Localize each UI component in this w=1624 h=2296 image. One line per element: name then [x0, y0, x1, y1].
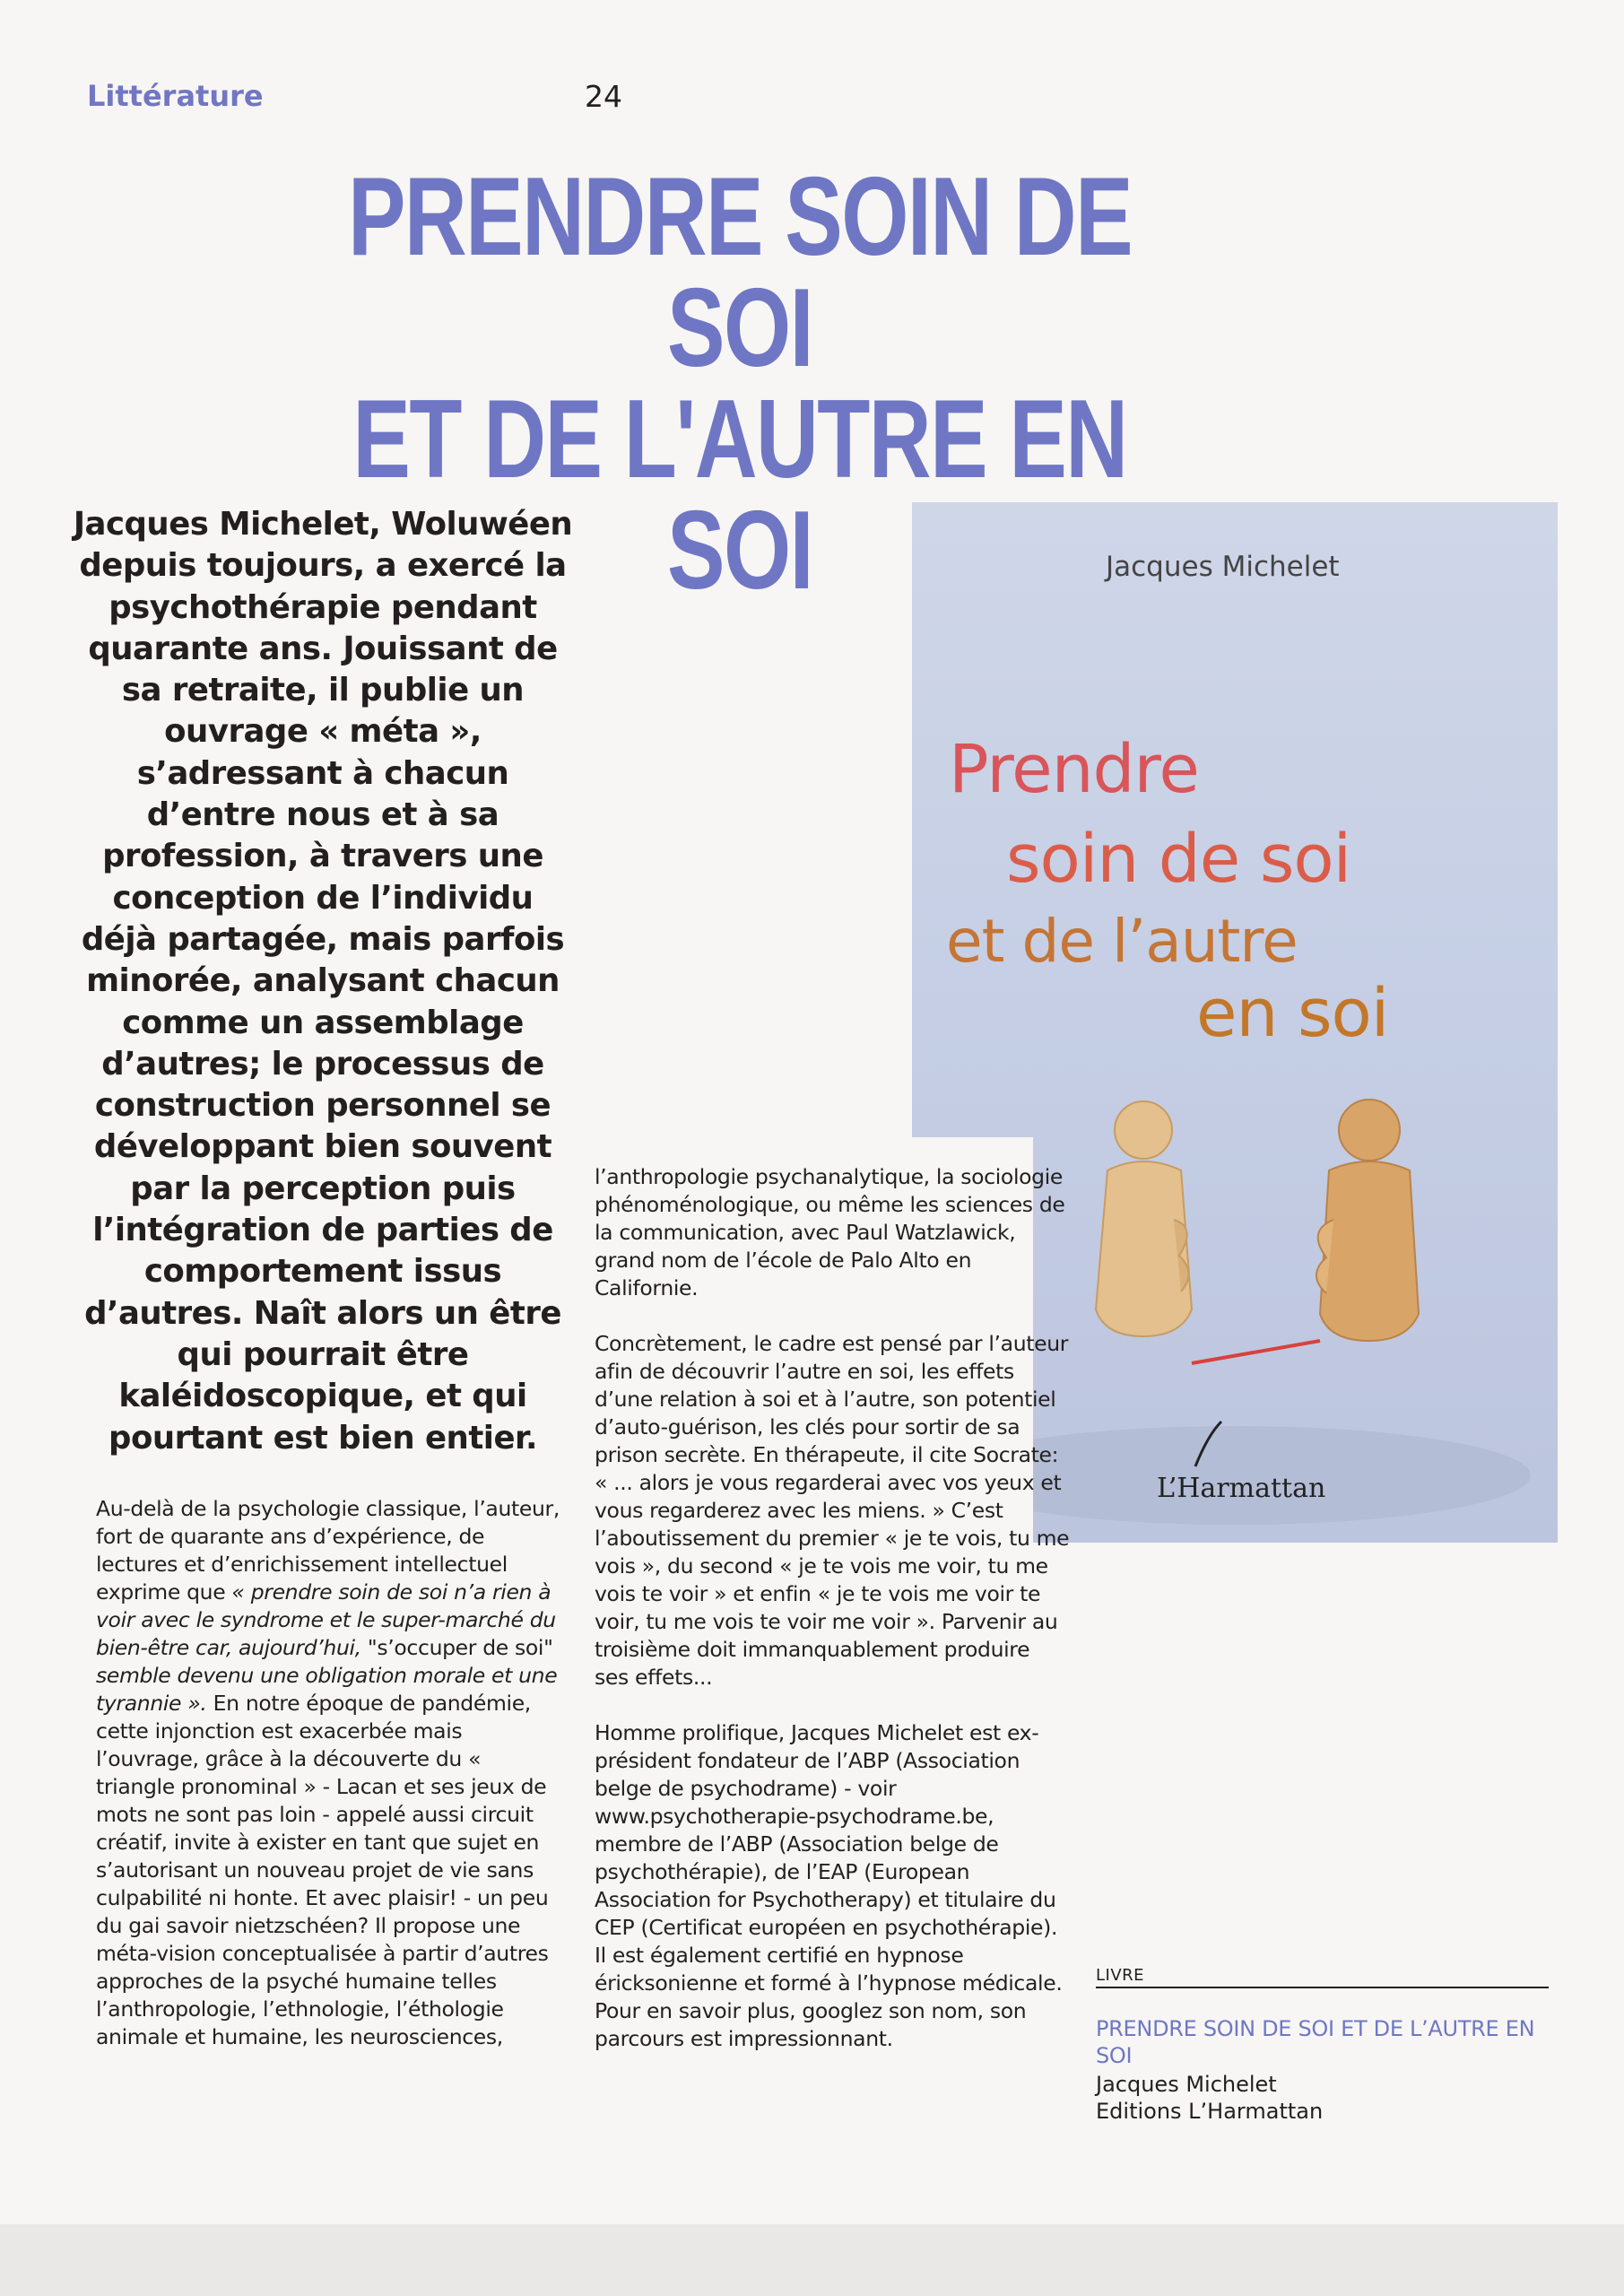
column-2-paragraph-1: l’anthropologie psychanalytique, la sociologie phénoménologique, ou même les sciences de la communication, avec Paul Watzlawick, grand nom de l’école de Palo Alto en Californie.: [595, 1164, 1065, 1300]
page-number: 24: [585, 79, 622, 114]
sidebar-book-publisher: Editions L’Harmattan: [1096, 2099, 1324, 2124]
column-1-text-c: En notre époque de pandémie, cette injonction est exacerbée mais l’ouvrage, grâce à la découverte du « triangle pronominal » - Lacan et ses jeux de mots ne sont pas loin - appelé aussi circuit créatif, invite à exister en tant que sujet en s’autorisant un nouveau projet de vie sans culpabilité ni honte. Et avec plaisir! - un peu du gai savoir nietzschéen? Il propose une méta-vision conceptualisée à partir d’autres approches de la psyché humaine telles l’anthropologie, l’ethnologie, l’éthologie animale et humaine, les neurosciences,: [96, 1691, 549, 2049]
article-title-line-1: PRENDRE SOIN DE SOI: [347, 155, 1133, 390]
cover-title-line-3: et de l’autre: [946, 907, 1298, 976]
column-1-quote-a: « prendre soin de soi n’a rien à voir avec le syndrome et le super-marché du bien-être car, aujourd’hui,: [96, 1579, 556, 1660]
section-label: Littérature: [87, 79, 264, 113]
lead-paragraph: Jacques Michelet, Woluwéen depuis toujours, a exercé la psychothérapie pendant quarante ans. Jouissant de sa retraite, il publie un ouvrage « méta », s’adressant à chacun d’entre nous et à sa profession, à travers une conception de l’individu déjà partagée, mais parfois minorée, analysant chacun comme un assemblage d’autres; le processus de construction personnel se développant bien souvent par la perception puis l’intégration de parties de comportement issus d’autres. Naît alors un être qui pourrait être kaléidoscopique, et qui pourtant est bien entier.: [73, 506, 573, 1457]
scan-edge: [0, 2224, 1624, 2296]
sidebar-divider: [1096, 1987, 1549, 1988]
cover-title-line-2: soin de soi: [1006, 821, 1351, 898]
red-thread: [1192, 1341, 1320, 1363]
cover-title-line-1: Prendre: [949, 731, 1199, 808]
column-1-text-b: "s’occuper de soi": [367, 1635, 553, 1660]
cover-publisher: L’Harmattan: [1157, 1473, 1326, 1504]
cover-author: Jacques Michelet: [1106, 551, 1340, 583]
sidebar-tag: LIVRE: [1096, 1966, 1145, 1985]
article-title-line-2: ET DE L'AUTRE EN SOI: [352, 378, 1127, 613]
body-column-1: [96, 1495, 562, 2079]
column-1-text-a: Au-delà de la psychologie classique, l’auteur, fort de quarante ans d’expérience, de lectures et d’enrichissement intellectuel exprime que: [96, 1496, 560, 1605]
sidebar-book-author: Jacques Michelet: [1096, 2072, 1277, 2097]
cover-title-line-4: en soi: [1196, 975, 1389, 1052]
body-column-2: [595, 1163, 1070, 2081]
column-1-paragraph: [96, 1495, 562, 2051]
sidebar-book-title: PRENDRE SOIN DE SOI ET DE L’AUTRE EN SOI: [1096, 2016, 1535, 2068]
left-figure: [1096, 1101, 1192, 1336]
right-figure: [1316, 1100, 1419, 1341]
column-1-quote-b: semble devenu une obligation morale et une tyrannie ».: [96, 1663, 558, 1716]
column-2-paragraph-2: Concrètement, le cadre est pensé par l’auteur afin de découvrir l’autre en soi, les effets d’une relation à soi et à l’autre, son potentiel d’auto-guérison, les clés pour sortir de sa prison secrète. En thérapeute, il cite Socrate: « ... alors je vous regarderai avec vos yeux et vous regarderez avec les miens. » C’est l’aboutissement du premier « je te vois, tu me vois », du second « je te vois me voir, tu me vois te voir » et enfin « je te vois me voir te voir, tu me vois te voir me voir ». Parvenir au troisième doit immanquablement produire ses effets...: [595, 1331, 1070, 1690]
column-2-paragraph-3: Homme prolifique, Jacques Michelet est ex-président fondateur de l’ABP (Association belge de psychodrame) - voir www.psychotherapie-psychodrame.be, membre de l’ABP (Association belge de psychothérapie), de l’EAP (European Association for Psychotherapy) et titulaire du CEP (Certificat européen en psychothérapie). Il est également certifié en hypnose éricksonienne et formé à l’hypnose médicale. Pour en savoir plus, googlez son nom, son parcours est impressionnant.: [595, 1720, 1063, 2051]
